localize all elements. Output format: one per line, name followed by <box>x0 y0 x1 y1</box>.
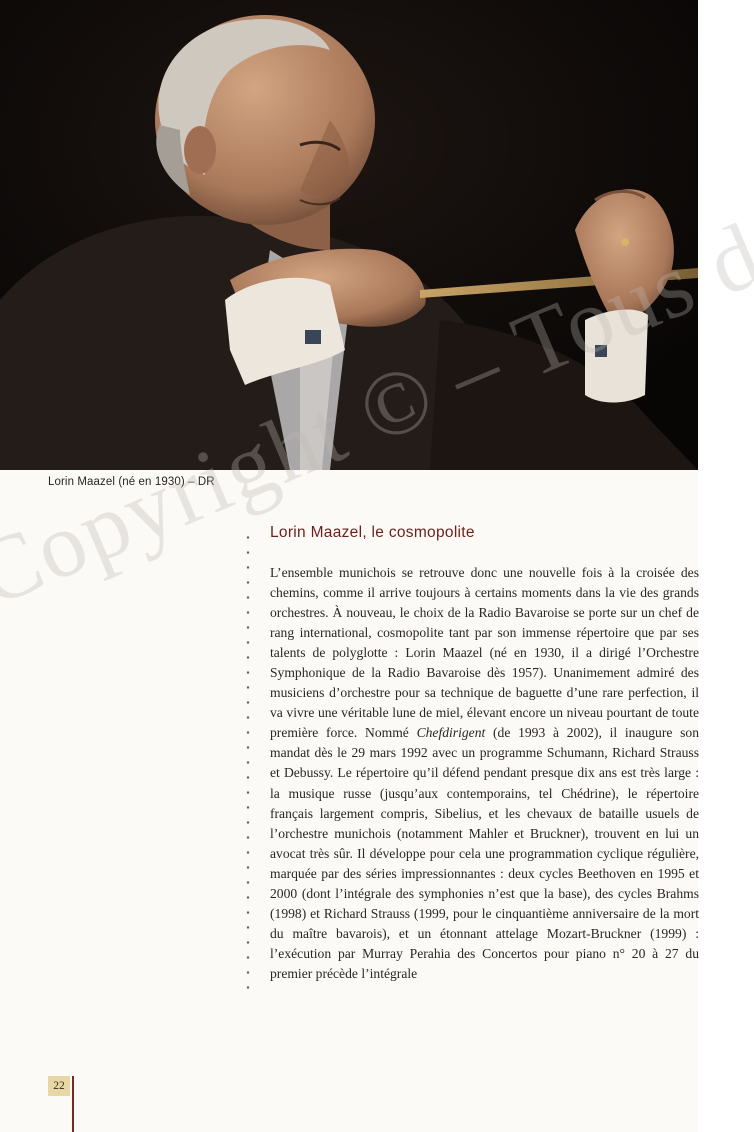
page-margin <box>698 0 754 1132</box>
copyright-watermark: Copyright © – Tous droits <box>0 134 754 626</box>
cufflink-shape <box>305 330 321 344</box>
article-italic-term: Chefdirigent <box>416 725 486 741</box>
dotted-divider <box>245 530 251 1000</box>
page-number-rule <box>72 1076 74 1132</box>
conductor-photo-art <box>0 0 698 470</box>
photo-caption: Lorin Maazel (né en 1930) – DR <box>48 476 215 488</box>
conductor-photo <box>0 0 698 470</box>
article-body <box>270 563 699 984</box>
article-text-part-2: (de 1993 à 2002), il inaugure son mandat dès le 29 mars 1992 avec un programme Schumann, Richard Strauss et Debussy. Le répertoire qu’il défend pendant presque dix ans est très large : la musique russe (jusqu’aux contemporains, tel Chédrine), le répertoire français largement compris, Sibelius, et les chevaux de bataille usuels de l’orchestre munichois (notamment Mahler et Bruckner), trouvent en lui un avocat très sûr. Il développe pour cela une programmation cyclique régulière, marquée par des séries impressionnantes : deux cycles Beethoven en 1995 et 2000 (dont l’intégrale des symphonies n’est que la base), des cycles Brahms (1998) et Richard Strauss (1999, pour le cinquantième anniversaire de la mort du maître bavarois), et un étonnant attelage Mozart-Bruckner (1999) : l’exécution par Murray Perahia des Concertos pour piano n° 20 à 27 du premier précède l’intégrale <box>270 725 699 981</box>
article-paragraph <box>270 563 699 984</box>
page-number: 22 <box>48 1076 70 1096</box>
article-heading: Lorin Maazel, le cosmopolite <box>270 524 475 541</box>
article-text-part-1: L’ensemble munichois se retrouve donc une nouvelle fois à la croisée des chemins, comme il arrive toujours à certains moments dans la vie des grands orchestres. À nouveau, le choix de la Radio Bavaroise se porte sur un chef de rang international, cosmopolite tant par son immense répertoire que par ses talents de polyglotte : Lorin Maazel (né en 1930, il a dirigé l’Orchestre Symphonique de la Radio Bavaroise dès 1957). Unanimement admiré des musiciens d’orchestre pour sa technique de baguette d’une rare perfection, il va vivre une véritable lune de miel, élevant encore un niveau pourtant de toute première force. Nommé <box>270 565 699 741</box>
